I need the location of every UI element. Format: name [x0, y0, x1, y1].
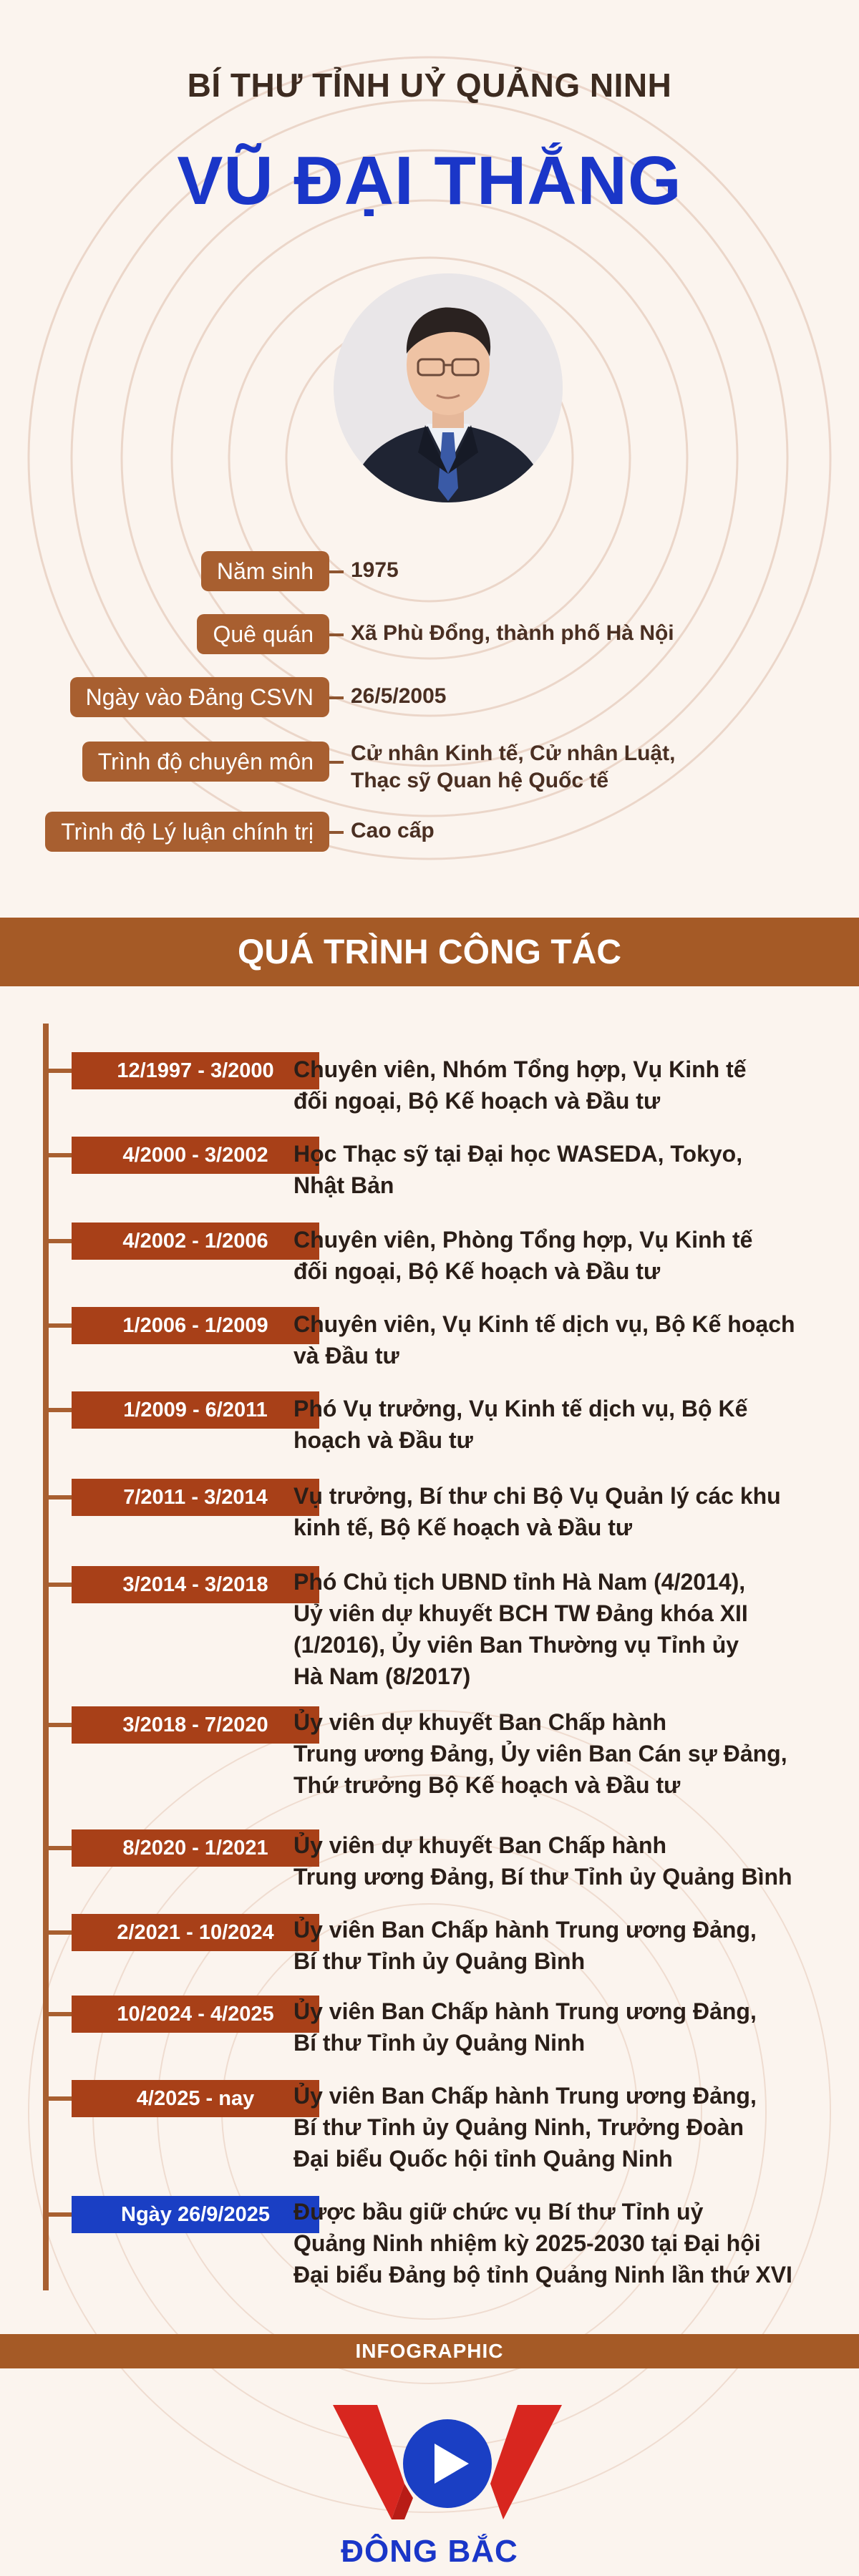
timeline-period-badge: 3/2014 - 3/2018 — [72, 1566, 319, 1603]
connector-line — [329, 761, 344, 764]
timeline-description: Ủy viên Ban Chấp hành Trung ương Đảng, Bí thư Tỉnh ủy Quảng Bình — [293, 1917, 757, 1974]
timeline-period-badge: Ngày 26/9/2025 — [72, 2196, 319, 2233]
timeline-connector — [43, 1408, 74, 1412]
footer-band — [0, 2334, 859, 2368]
timeline-period-badge: 10/2024 - 4/2025 — [72, 1996, 319, 2033]
profile-row-political-level — [0, 812, 859, 855]
person-portrait-icon — [334, 273, 563, 502]
timeline-description: Ủy viên Ban Chấp hành Trung ương Đảng, Bí thư Tỉnh ủy Quảng Ninh — [293, 1998, 757, 2056]
page-title: VŨ ĐẠI THẮNG — [177, 142, 682, 219]
connector-line — [329, 696, 344, 699]
section-title: QUÁ TRÌNH CÔNG TÁC — [238, 933, 621, 971]
connector-line — [329, 831, 344, 834]
timeline-connector — [43, 1239, 74, 1243]
timeline-period-badge: 3/2018 - 7/2020 — [72, 1706, 319, 1744]
timeline-period-badge: 1/2009 - 6/2011 — [72, 1391, 319, 1429]
timeline-description: Chuyên viên, Phòng Tổng hợp, Vụ Kinh tế đối ngoại, Bộ Kế hoạch và Đầu tư — [293, 1227, 753, 1284]
timeline-period-badge: 2/2021 - 10/2024 — [72, 1914, 319, 1951]
timeline-description: Chuyên viên, Vụ Kinh tế dịch vụ, Bộ Kế hoạch và Đầu tư — [293, 1311, 795, 1369]
timeline-connector — [43, 1069, 74, 1073]
timeline-description: Học Thạc sỹ tại Đại học WASEDA, Tokyo, Nhật Bản — [293, 1141, 743, 1198]
logo-subtitle: ĐÔNG BẮC — [341, 2534, 518, 2569]
timeline-connector — [43, 1583, 74, 1587]
section-heading — [0, 918, 859, 986]
avatar — [334, 273, 563, 502]
profile-label: Năm sinh — [201, 551, 329, 591]
profile-row-party-date — [0, 677, 859, 720]
timeline-description: Được bầu giữ chức vụ Bí thư Tỉnh uỷ Quảng Ninh nhiệm kỳ 2025-2030 tại Đại hội Đại biểu Đảng bộ tỉnh Quảng Ninh lần thứ XVI — [293, 2199, 792, 2288]
vov-logo-icon — [333, 2398, 562, 2534]
timeline-connector — [43, 1930, 74, 1935]
timeline-period-badge: 4/2000 - 3/2002 — [72, 1137, 319, 1174]
profile-label: Trình độ Lý luận chính trị — [45, 812, 329, 852]
timeline-period-badge: 4/2025 - nay — [72, 2080, 319, 2117]
timeline-connector — [43, 1723, 74, 1727]
timeline-connector — [43, 1495, 74, 1500]
timeline-description: Ủy viên dự khuyết Ban Chấp hành Trung ương Đảng, Bí thư Tỉnh ủy Quảng Bình — [293, 1832, 792, 1890]
timeline-connector — [43, 2212, 74, 2217]
profile-value: 26/5/2005 — [351, 684, 447, 708]
timeline-period-badge: 4/2002 - 1/2006 — [72, 1223, 319, 1260]
connector-line — [329, 633, 344, 636]
profile-row-education — [0, 742, 859, 792]
profile-label: Quê quán — [197, 614, 329, 654]
profile-value: Cao cấp — [351, 819, 435, 842]
timeline-period-badge: 7/2011 - 3/2014 — [72, 1479, 319, 1516]
timeline-description: Phó Chủ tịch UBND tỉnh Hà Nam (4/2014), Uỷ viên dự khuyết BCH TW Đảng khóa XII (1/2016), Ủy viên Ban Thường vụ Tỉnh ủy Hà Nam (8/2017) — [293, 1569, 748, 1689]
timeline-description: Ủy viên dự khuyết Ban Chấp hành Trung ương Đảng, Ủy viên Ban Cán sự Đảng, Thứ trưởng Bộ Kế hoạch và Đầu tư — [293, 1709, 787, 1798]
profile-row-birth-year — [0, 551, 859, 594]
profile-label: Ngày vào Đảng CSVN — [70, 677, 329, 717]
timeline-description: Vụ trưởng, Bí thư chi Bộ Vụ Quản lý các khu kinh tế, Bộ Kế hoạch và Đầu tư — [293, 1483, 781, 1540]
timeline-connector — [43, 1153, 74, 1157]
timeline-description: Phó Vụ trưởng, Vụ Kinh tế dịch vụ, Bộ Kế hoạch và Đầu tư — [293, 1396, 748, 1453]
timeline-period-badge: 12/1997 - 3/2000 — [72, 1052, 319, 1089]
profile-label: Trình độ chuyên môn — [82, 742, 329, 782]
timeline-description: Ủy viên Ban Chấp hành Trung ương Đảng, Bí thư Tỉnh ủy Quảng Ninh, Trưởng Đoàn Đại biểu Quốc hội tỉnh Quảng Ninh — [293, 2083, 757, 2172]
timeline-connector — [43, 2012, 74, 2016]
connector-line — [329, 570, 344, 573]
profile-row-hometown — [0, 614, 859, 657]
page-subtitle: BÍ THƯ TỈNH UỶ QUẢNG NINH — [187, 67, 672, 104]
vov-logo — [333, 2398, 562, 2541]
timeline-period-badge: 1/2006 - 1/2009 — [72, 1307, 319, 1344]
timeline-connector — [43, 2096, 74, 2101]
profile-value: Xã Phù Đổng, thành phố Hà Nội — [351, 621, 674, 645]
timeline-connector — [43, 1323, 74, 1328]
profile-value: 1975 — [351, 558, 399, 582]
profile-value: Cử nhân Kinh tế, Cử nhân Luật, Thạc sỹ Quan hệ Quốc tế — [351, 742, 676, 792]
timeline-description: Chuyên viên, Nhóm Tổng hợp, Vụ Kinh tế đối ngoại, Bộ Kế hoạch và Đầu tư — [293, 1056, 747, 1114]
timeline-period-badge: 8/2020 - 1/2021 — [72, 1829, 319, 1867]
timeline-connector — [43, 1846, 74, 1850]
footer-label: INFOGRAPHIC — [355, 2340, 504, 2362]
